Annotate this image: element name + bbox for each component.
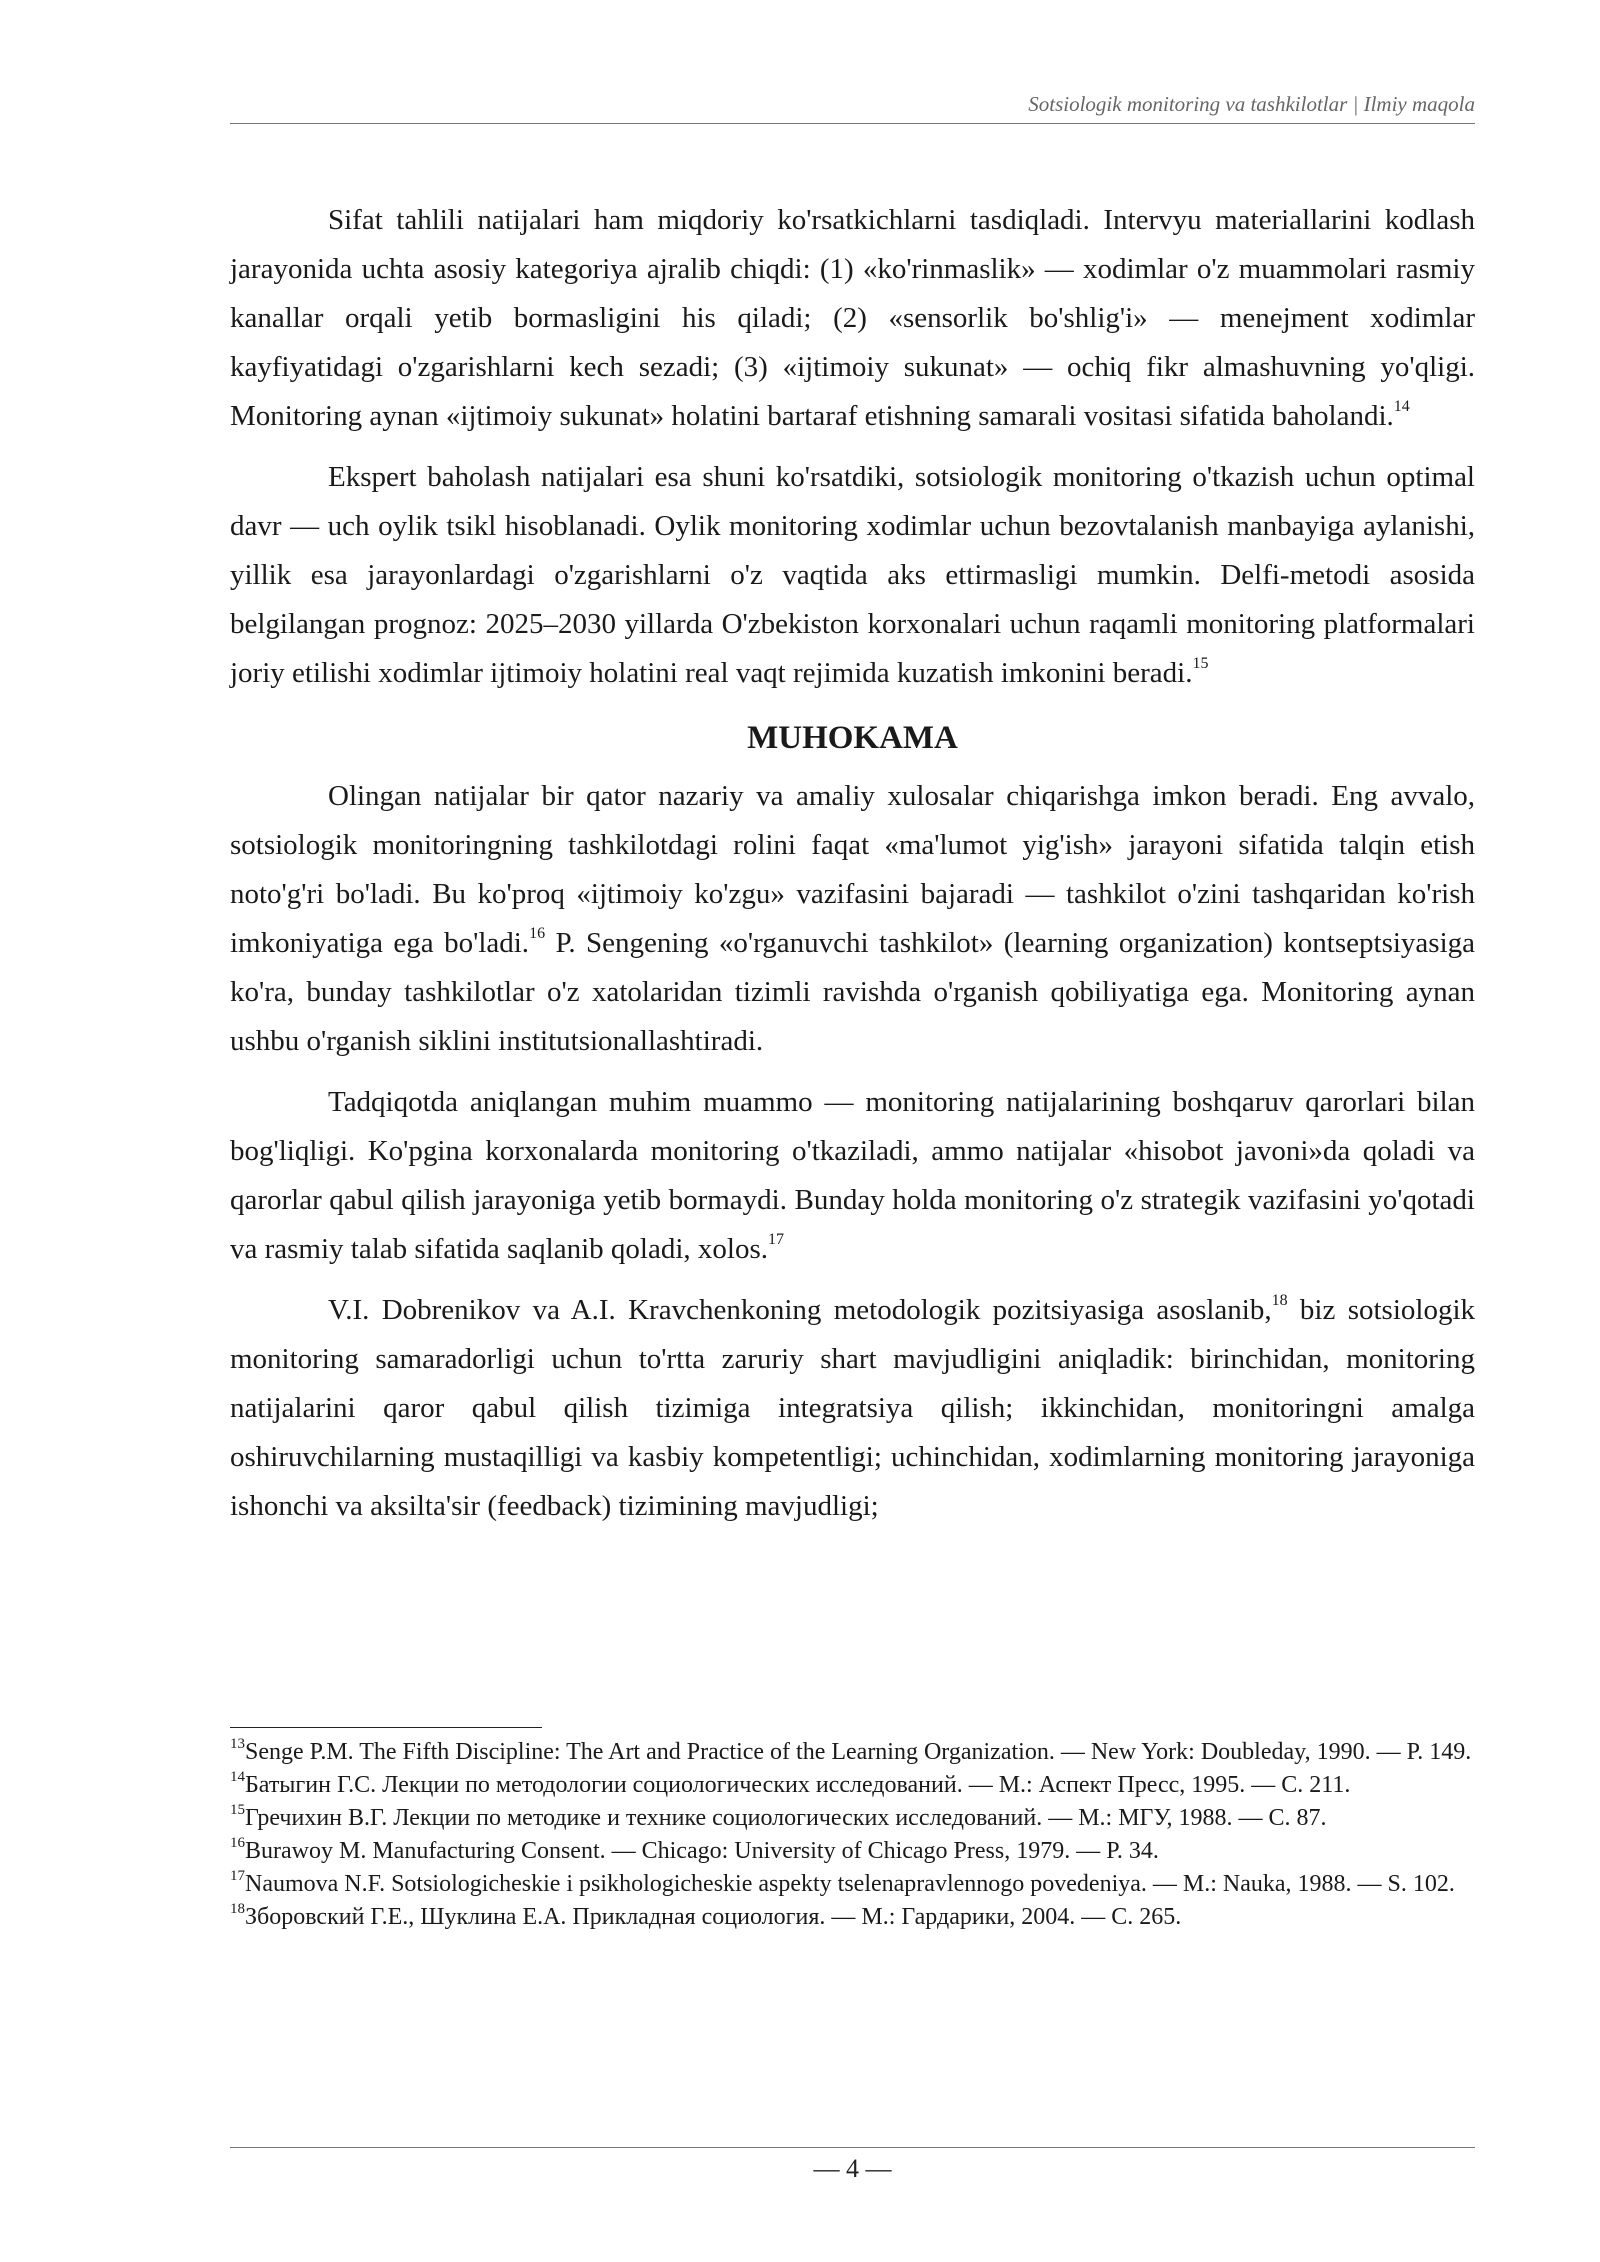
paragraph-text: Olingan natijalar bir qator nazariy va amaliy xulosalar chiqarishga imkon beradi. Eng avvalo, sotsiologik monitoringning tashkilotdagi rolini faqat «ma'lumot yig'ish» jarayoni sifatida talqin etish noto'g'ri bo'ladi. Bu ko'proq «ijtimoiy ko'zgu» vazifasini bajaradi — tashkilot o'zini tashqaridan ko'rish imkoniyatiga ega bo'ladi. <box>230 780 1475 959</box>
paragraph-text: Tadqiqotda aniqlangan muhim muammo — monitoring natijalarining boshqaruv qarorlari bilan bog'liqligi. Ko'pgina korxonalarda monitoring o'tkaziladi, ammo natijalar «hisobot javoni»da qoladi va qarorlar qabul qilish jarayoniga yetib bormaydi. Bunday holda monitoring o'z strategik vazifasini yo'qotadi va rasmiy talab sifatida saqlanib qoladi, xolos. <box>230 1086 1475 1265</box>
footnote-text: Senge P.M. The Fifth Discipline: The Art and Practice of the Learning Organization. — New York: Doubleday, 1990. — P. 149. <box>245 1739 1472 1765</box>
footnote-number: 16 <box>230 1835 245 1851</box>
paragraph-text: Ekspert baholash natijalari esa shuni ko'rsatdiki, sotsiologik monitoring o'tkazish uchun optimal davr — uch oylik tsikl hisoblanadi. Oylik monitoring xodimlar uchun bezovtalanish manbayiga aylanishi, yillik esa jarayonlardagi o'zgarishlarni o'z vaqtida aks ettirmasligi mumkin. Delfi-metodi asosida belgilangan prognoz: 2025–2030 yillarda O'zbekiston korxonalari uchun raqamli monitoring platformalari joriy etilishi xodimlar ijtimoiy holatini real vaqt rejimida kuzatish imkonini beradi. <box>230 461 1475 689</box>
footnote-number: 15 <box>230 1802 245 1818</box>
footnote-ref-18[interactable]: 18 <box>1271 1292 1288 1310</box>
footnote-text: Гречихин В.Г. Лекции по методике и технике социологических исследований. — М.: МГУ, 1988. — С. 87. <box>245 1805 1327 1831</box>
paragraph-expert-evaluation <box>230 453 1475 698</box>
page-number: — 4 — <box>813 2154 892 2183</box>
footnote-number: 13 <box>230 1736 245 1752</box>
running-header: Sotsiologik monitoring va tashkilotlar | Ilmiy maqola <box>1028 92 1475 116</box>
footnote-separator <box>230 1727 542 1728</box>
footnote-text: Burawoy M. Manufacturing Consent. — Chicago: University of Chicago Press, 1979. — P. 34. <box>245 1838 1159 1864</box>
footnote-text: Зборовский Г.Е., Шуклина Е.А. Прикладная социология. — М.: Гардарики, 2004. — С. 265. <box>245 1904 1182 1930</box>
header-divider <box>230 123 1475 124</box>
footer-divider <box>230 2147 1475 2148</box>
footnote-number: 17 <box>230 1868 245 1884</box>
section-heading-muhokama: MUHOKAMA <box>747 720 958 756</box>
paragraph-main-problem <box>230 1078 1475 1274</box>
paragraph-text: Sifat tahlili natijalari ham miqdoriy ko'rsatkichlarni tasdiqladi. Intervyu materiallarini kodlash jarayonida uchta asosiy kategoriya ajralib chiqdi: (1) «ko'rinmaslik» — xodimlar o'z muammolari rasmiy kanallar orqali yetib bormasligini his qiladi; (2) «sensorlik bo'shlig'i» — menejment xodimlar kayfiyatidagi o'zgarishlarni kech sezadi; (3) «ijtimoiy sukunat» — ochiq fikr almashuvning yo'qligi. Monitoring aynan «ijtimoiy sukunat» holatini bartaraf etishning samarali vositasi sifatida baholandi. <box>230 204 1475 432</box>
footnote-ref-16[interactable]: 16 <box>529 925 546 943</box>
footnote-item <box>230 1835 1475 1868</box>
footnotes-list <box>230 1736 1475 1934</box>
footnote-item <box>230 1736 1475 1769</box>
footnote-text: Батыгин Г.С. Лекции по методологии социологических исследований. — М.: Аспект Пресс, 1995. — С. 211. <box>245 1772 1351 1798</box>
paragraph-discussion-intro <box>230 772 1475 1066</box>
paragraph-text: V.I. Dobrenikov va A.I. Kravchenkoning metodologik pozitsiyasiga asoslanib, <box>328 1294 1272 1326</box>
footnote-number: 14 <box>230 1769 245 1785</box>
paragraph-conditions <box>230 1286 1475 1531</box>
footnote-text: Naumova N.F. Sotsiologicheskie i psikhologicheskie aspekty tselenapravlennogo povedeniya. — M.: Nauka, 1988. — S. 102. <box>245 1871 1455 1897</box>
footnote-number: 18 <box>230 1901 245 1917</box>
footnote-ref-15[interactable]: 15 <box>1192 655 1209 673</box>
paragraph-qualitative-results <box>230 196 1475 441</box>
footnote-item <box>230 1901 1475 1934</box>
paragraph-text-continued: P. Sengening «o'rganuvchi tashkilot» (learning organization) kontseptsiyasiga ko'ra, bunday tashkilotlar o'z xatolaridan tizimli ravishda o'rganish qobiliyatiga ega. Monitoring aynan ushbu o'rganish siklini institutsionallashtiradi. <box>230 927 1476 1057</box>
footnote-item <box>230 1868 1475 1901</box>
footnote-ref-17[interactable]: 17 <box>768 1231 784 1249</box>
footnote-item <box>230 1769 1475 1802</box>
article-body <box>230 196 1475 1543</box>
paragraph-text-continued: biz sotsiologik monitoring samaradorligi uchun to'rtta zaruriy shart mavjudligini aniqladik: birinchidan, monitoring natijalarini qaror qabul qilish tizimiga integratsiya qilish; ikkinchidan, monitoringni amalga oshiruvchilarning mustaqilligi va kasbiy kompetentligi; uchinchidan, xodimlarning monitoring jarayoniga ishonchi va aksilta'sir (feedback) tizimining mavjudligi; <box>230 1294 1475 1522</box>
footnote-item <box>230 1802 1475 1835</box>
footnote-ref-14[interactable]: 14 <box>1393 398 1410 416</box>
